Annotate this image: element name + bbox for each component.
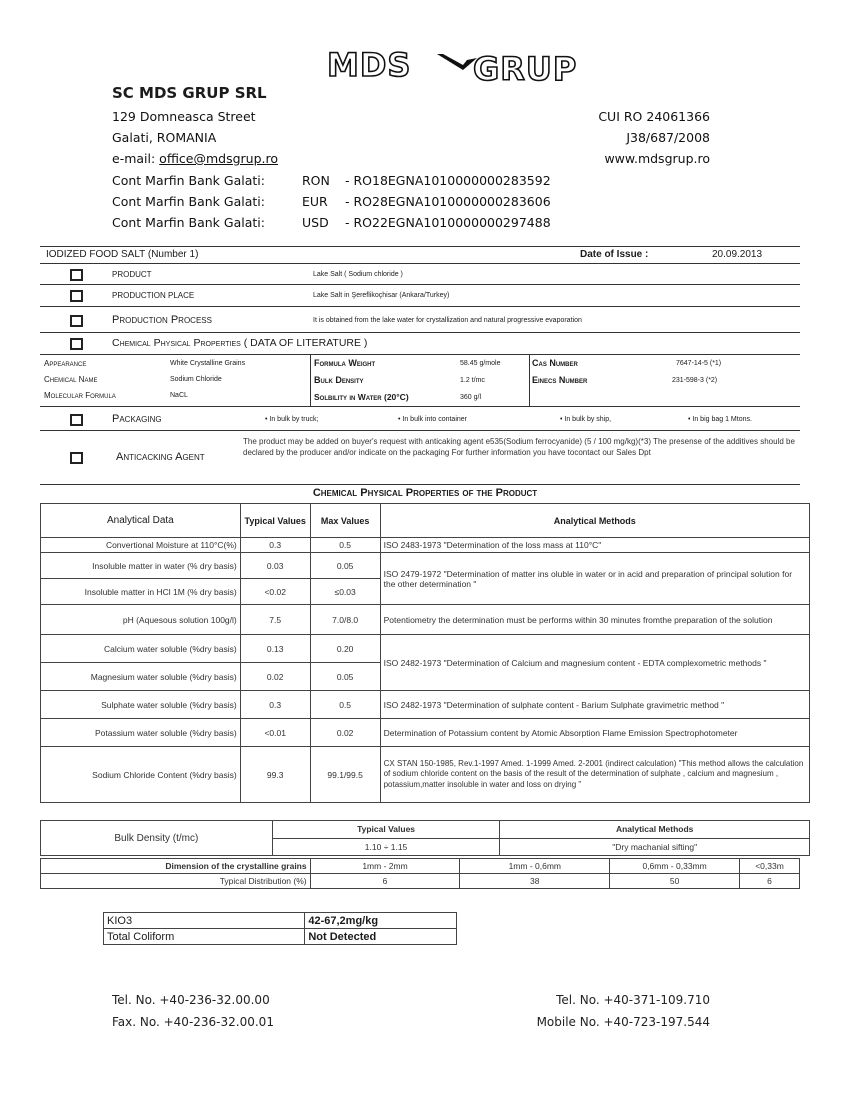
company-web[interactable]: www.mdsgrup.ro xyxy=(604,151,710,166)
product-value: Lake Salt ( Sodium chloride ) xyxy=(313,271,403,278)
row-typical: 0.02 xyxy=(240,663,310,691)
bulk-label: Bulk Density (t/mc) xyxy=(41,821,273,856)
row-typical: 99.3 xyxy=(240,747,310,803)
bd-label: Bulk Density xyxy=(314,375,364,385)
row-method: ISO 2482-1973 "Determination of Calcium and magnesium content - EDTA complexometric methods " xyxy=(380,635,809,691)
row-label: Magnesium water soluble (%dry basis) xyxy=(41,663,241,691)
extra-table xyxy=(103,912,457,945)
appearance-label: Appearance xyxy=(44,359,87,368)
extra-label: Total Coliform xyxy=(104,929,305,945)
bulk-method-header: Analytical Methods xyxy=(500,821,810,839)
solubility-value: 360 g/l xyxy=(460,394,482,401)
einecs-label: Einecs Number xyxy=(532,375,588,385)
table-row xyxy=(41,719,810,747)
row-label: Insoluble matter in HCl 1M (% dry basis) xyxy=(41,579,241,605)
row-typical: <0.01 xyxy=(240,719,310,747)
table-row xyxy=(104,913,457,929)
bank-label-ron: Cont Marfin Bank Galati: xyxy=(112,173,265,188)
row-label: Potassium water soluble (%dry basis) xyxy=(41,719,241,747)
extra-value: 42-67,2mg/kg xyxy=(305,913,457,929)
row-label: Convertional Moisture at 110°C(%) xyxy=(41,538,241,553)
row-label: Sodium Chloride Content (%dry basis) xyxy=(41,747,241,803)
dim-label: Dimension of the crystalline grains xyxy=(41,859,311,874)
dim-2: 1mm - 0,6mm xyxy=(460,859,610,874)
row-method: ISO 2483-1973 "Determination of the loss mass at 110°C" xyxy=(380,538,809,553)
dist-3: 50 xyxy=(610,874,740,889)
process-value: It is obtained from the lake water for crystallization and natural progressive evaporation xyxy=(313,317,582,324)
solubility-label: Solbility in Water (20°C) xyxy=(314,392,409,402)
company-name: SC MDS GRUP SRL xyxy=(112,84,267,102)
table-row xyxy=(41,605,810,635)
row-typical: 0.13 xyxy=(240,635,310,663)
company-cui: CUI RO 24061366 xyxy=(598,109,710,124)
header-methods: Analytical Methods xyxy=(380,504,809,538)
packaging-opt-bigbag: • In big bag 1 Mtons. xyxy=(688,416,752,423)
anticaking-text: The product may be added on buyer's request with anticaking agent e535(Sodium ferrocyanide) (5 / 100 mg/kg)(*3) The presense of the additives should be declared by the producer and/or indicate on the packaging For further information you have tocontact our Sales Dpt xyxy=(243,437,795,457)
footer-tel1: Tel. No. +40-236-32.00.00 xyxy=(112,993,270,1007)
fw-value: 58.45 g/mole xyxy=(460,360,501,367)
bank-label-usd: Cont Marfin Bank Galati: xyxy=(112,215,265,230)
grain-dimension-table xyxy=(40,858,800,889)
row-method: ISO 2482-1973 "Determination of sulphate content - Barium Sulphate gravimetric method " xyxy=(380,691,809,719)
footer-fax: Fax. No. +40-236-32.00.01 xyxy=(112,1015,274,1029)
chemname-label: Chemical Name xyxy=(44,375,98,384)
fw-label: Formula Weight xyxy=(314,358,376,368)
table-row xyxy=(41,553,810,579)
packaging-checkbox xyxy=(70,414,83,426)
bulk-typ-header: Typical Values xyxy=(272,821,500,839)
company-email-line xyxy=(112,151,278,166)
row-method: Determination of Potassium content by Atomic Absorption Flame Emission Spectrophotometer xyxy=(380,719,809,747)
table-row xyxy=(41,538,810,553)
bank-iban-ron: - RO18EGNA1010000000283592 xyxy=(345,173,551,188)
bank-currency-ron: RON xyxy=(302,173,330,188)
date-label: Date of Issue : xyxy=(580,249,649,260)
bank-iban-eur: - RO28EGNA1010000000283606 xyxy=(345,194,551,209)
packaging-label: Packaging xyxy=(112,413,162,425)
footer-mobile: Mobile No. +40-723-197.544 xyxy=(536,1015,710,1029)
row-max: ≤0.03 xyxy=(310,579,380,605)
company-city: Galati, ROMANIA xyxy=(112,130,217,145)
bd-value: 1.2 t/mc xyxy=(460,377,485,384)
einecs-value: 231-598-3 (*2) xyxy=(672,377,718,384)
row-typical: 0.3 xyxy=(240,691,310,719)
bank-currency-eur: EUR xyxy=(302,194,328,209)
dim-1: 1mm - 2mm xyxy=(310,859,460,874)
bank-currency-usd: USD xyxy=(302,215,329,230)
dist-4: 6 xyxy=(740,874,800,889)
bulk-typ-value: 1.10 ÷ 1.15 xyxy=(272,838,500,856)
row-max: 0.02 xyxy=(310,719,380,747)
cas-label: Cas Number xyxy=(532,358,578,368)
packaging-opt-container: • In bulk into container xyxy=(398,416,467,423)
row-typical: 0.03 xyxy=(240,553,310,579)
header-analytical-data: Analytical Data xyxy=(41,504,241,538)
header-typical: Typical Values xyxy=(240,504,310,538)
dim-4: <0,33m xyxy=(740,859,800,874)
process-checkbox xyxy=(70,315,83,327)
row-typical: 7.5 xyxy=(240,605,310,635)
header-max: Max Values xyxy=(310,504,380,538)
chem-checkbox xyxy=(70,338,83,350)
row-max: 99.1/99.5 xyxy=(310,747,380,803)
row-method: Potentiometry the determination must be performs within 30 minutes fromthe preparation of the solution xyxy=(380,605,809,635)
row-max: 0.5 xyxy=(310,691,380,719)
row-method: CX STAN 150-1985, Rev.1-1997 Amed. 1-1999 Amed. 2-2001 (indirect calculation) "This method allows the calculation of sodium chloride content on the basis of the result of the determination of sulphate , calcium and magnesium , potassium,matter insoluble in water and loss on drying " xyxy=(380,747,809,803)
row-typical: <0.02 xyxy=(240,579,310,605)
anticaking-label: Anticacking Agent xyxy=(116,451,205,463)
props-title: Chemical Physical Properties of the Product xyxy=(312,487,538,499)
row-max: 7.0/8.0 xyxy=(310,605,380,635)
footer-tel2: Tel. No. +40-371-109.710 xyxy=(556,993,710,1007)
table-row xyxy=(41,635,810,663)
chem-literature-label: Chemical Physical Properties ( DATA OF LITERATURE ) xyxy=(112,337,368,349)
chemname-value: Sodium Chloride xyxy=(170,376,222,383)
dist-2: 38 xyxy=(460,874,610,889)
row-label: Insoluble matter in water (% dry basis) xyxy=(41,553,241,579)
bulk-density-table xyxy=(40,820,810,856)
row-max: 0.05 xyxy=(310,663,380,691)
extra-value: Not Detected xyxy=(305,929,457,945)
cas-value: 7647-14-5 (*1) xyxy=(676,360,722,367)
place-checkbox xyxy=(70,290,83,302)
issue-date: 20.09.2013 xyxy=(712,249,763,260)
company-reg: J38/687/2008 xyxy=(626,130,710,145)
extra-label: KIO3 xyxy=(104,913,305,929)
logo-text-right: GRUP xyxy=(473,50,578,84)
company-street: 129 Domneasca Street xyxy=(112,109,256,124)
bank-label-eur: Cont Marfin Bank Galati: xyxy=(112,194,265,209)
formula-label: Molecular Formula xyxy=(44,391,116,400)
logo-text-left: MDS xyxy=(327,46,412,84)
table-row xyxy=(104,929,457,945)
product-checkbox xyxy=(70,269,83,281)
row-label: Calcium water soluble (%dry basis) xyxy=(41,635,241,663)
formula-value: NaCL xyxy=(170,392,188,399)
table-row xyxy=(41,747,810,803)
process-label: Production Process xyxy=(112,314,212,326)
product-label: PRODUCT xyxy=(112,270,152,279)
place-label: PRODUCTION PLACE xyxy=(112,291,195,300)
dim-3: 0,6mm - 0,33mm xyxy=(610,859,740,874)
row-max: 0.20 xyxy=(310,635,380,663)
spec-title: IODIZED FOOD SALT (Number 1) xyxy=(46,249,199,260)
dist-label: Typical Distribution (%) xyxy=(41,874,311,889)
row-typical: 0.3 xyxy=(240,538,310,553)
packaging-opt-ship: • In bulk by ship, xyxy=(560,416,612,423)
bank-iban-usd: - RO22EGNA1010000000297488 xyxy=(345,215,551,230)
row-label: pH (Aquesous solution 100g/l) xyxy=(41,605,241,635)
row-label: Sulphate water soluble (%dry basis) xyxy=(41,691,241,719)
company-logo xyxy=(325,46,605,84)
table-row xyxy=(41,691,810,719)
row-method: ISO 2479-1972 "Determination of matter ins oluble in water or in acid and preparation of principal solution for the other determination " xyxy=(380,553,809,605)
email-label: e-mail: xyxy=(112,151,160,166)
bulk-method-value: "Dry machanial sifting" xyxy=(500,838,810,856)
row-max: 0.5 xyxy=(310,538,380,553)
dist-1: 6 xyxy=(310,874,460,889)
props-table xyxy=(40,503,810,803)
packaging-opt-truck: • In bulk by truck; xyxy=(265,416,319,423)
anticaking-checkbox xyxy=(70,452,83,464)
place-value: Lake Salt in Şereflikoçhisar (Ankara/Turkey) xyxy=(313,292,450,299)
email-link[interactable]: office@mdsgrup.ro xyxy=(159,151,279,166)
appearance-value: White Crystalline Grains xyxy=(170,360,246,367)
row-max: 0.05 xyxy=(310,553,380,579)
